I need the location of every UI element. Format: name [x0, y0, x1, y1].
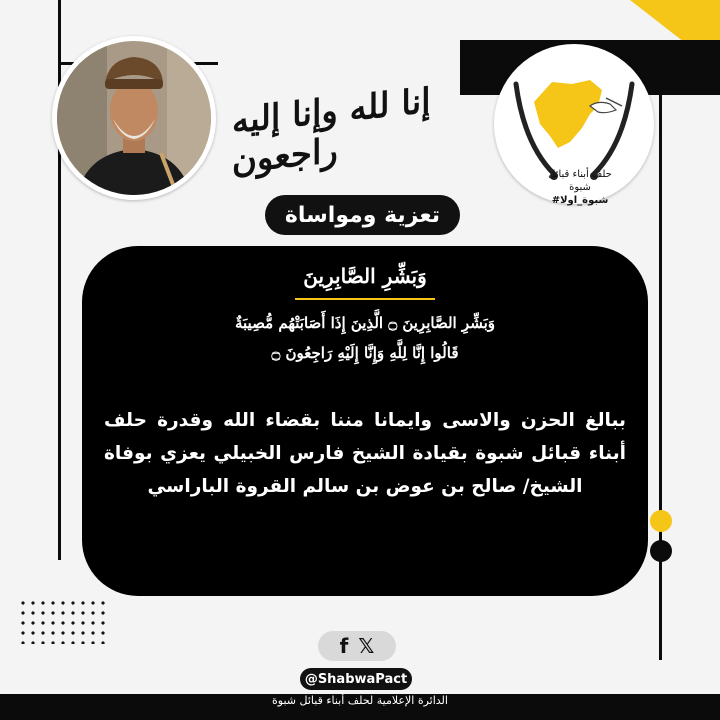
dot-pattern: [18, 598, 108, 644]
verse-title: وَبَشِّرِ الصَّابِرِينَ: [303, 264, 427, 288]
yellow-dot: [650, 510, 672, 532]
footer-department: الدائرة الإعلامية لحلف أبناء قبائل شبوة: [272, 694, 448, 707]
verse-line-2: قَالُوا إِنَّا لِلَّهِ وَإِنَّا إِلَيْهِ رَاجِعُونَ ۝: [271, 344, 459, 362]
logo-caption: [540, 168, 620, 207]
verse-underline: [295, 298, 435, 300]
facebook-icon[interactable]: f: [339, 634, 349, 658]
social-links: [318, 631, 396, 661]
x-icon[interactable]: 𝕏: [358, 634, 375, 658]
logo-caption-org: حلف أبناء قبائل شبوة: [548, 169, 612, 193]
condolence-card: [82, 246, 648, 596]
page-title: تعزية ومواساة: [265, 195, 460, 235]
social-handle[interactable]: @ShabwaPact: [300, 668, 412, 690]
logo-caption-hashtag: #شبوة_اولا: [551, 195, 609, 206]
frame-line-right: [659, 60, 662, 660]
calligraphy-heading: إنا لله وإنا إليه راجعون: [232, 80, 431, 182]
verse-line-1: وَبَشِّرِ الصَّابِرِينَ ۝ الَّذِينَ إِذَا أَصَابَتْهُم مُّصِيبَةٌ: [234, 314, 495, 332]
condolence-message: ببالغ الحزن والاسى وايمانا مننا بقضاء الله وقدرة حلف أبناء قبائل شبوة بقيادة الشيخ فارس الخبيلي يعزي بوفاة الشيخ/ صالح بن عوض بن سالم القروة الباراسي: [104, 410, 626, 497]
portrait-image: [57, 41, 211, 195]
deceased-photo: [52, 36, 216, 200]
black-dot: [650, 540, 672, 562]
